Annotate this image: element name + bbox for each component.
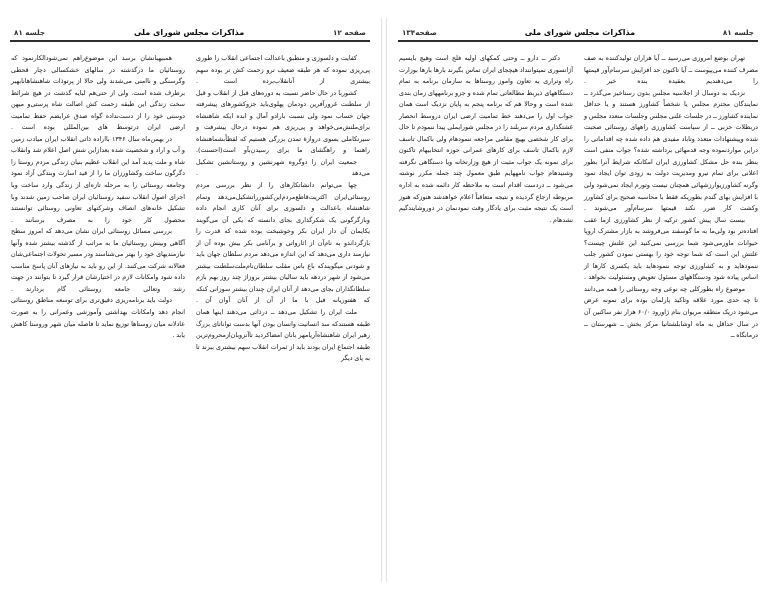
paragraph: دولت باید برنامه‌ریزی دقیق‌تری برای توسعه مناطق روستائی انجام دهد وامکانات بهداشتی وآموزشی وعمرانی را به صورت عادلانه میان روستاها توزیع نماید تا فاصله میان شهر وروستا کاهش یابد . (11, 297, 185, 340)
right-page-header (10, 22, 370, 46)
left-page-outer-column (399, 53, 573, 226)
left-page-number-label: صفحه۱۳۴ (402, 28, 437, 37)
right-page-inner-column (11, 53, 185, 342)
right-page-running-title: مذاکرات مجلس شورای ملی (133, 28, 245, 37)
paragraph: دکتر ــ دارو ــ وحتی کمکهای اولیه فلج است وهیچ بایسیم آژانسوری نمیتواننداد هیچجای ایران تماس بگیرند بارها بارها بوزارت راه وتراری به تعاون واموز روستاها به سازمان برنامه به تمام دستگاههای ذیربط مطالعاتی تمام شده و جزو برنامههای زمان بندی شده است و وحالا هم که برنامه پنجم به پایان نزدیک است همان جواب اول را می‌دهند خط تمامیت ارضی ایران دروسط انحصار غشتگذاری مردم سربلند را در مجلس شورایملی پیدا ننمودم تا حال برای کار شخصی بهیچ مقامی مراجعه ننمودهام ولی باکمال تاسف لازم باکمال تاسف برای کارهای عمرانی حوزه انتخابیهام تاکنون برای نمونه یک جواب مثبت از هیچ وزارتخانه ویا دستگاهی نگرفته وشنیدهام جواب نامههایم طبق معمول چند جمله مکرر نوشته می‌شود ــ دردست اقدام است به ملاحظه کار دائمه شده به اداره مربوطه ارجاع گردیده و نتیجه متعاقباً اعلام خواهدشد هنوزکه هنوز است یک نتیجه مثبت برای یادگار وقت نمودنمان در دوروشایندگیم نشدهام . (399, 55, 573, 224)
left-page-header-row (398, 22, 758, 37)
right-page-session-label: جلسه ۸۱ (14, 28, 46, 37)
left-page-session-label: جلسه ۸۱ (722, 28, 754, 37)
right-page-header-rule (10, 40, 370, 42)
paragraph: در بهمن‌ماه سال ۱۳۴۶ بااراده ذاتی انقلاب ایران میادب زمین و آب و اراد و شخصیت شده بعدازاین شش اصل اعلام شد وانقلاب شاه و ملت پدید آمد این انقلاب عظیم بنیان زندگی مردم روستا را دگرگون ساخت وکشاورزان ما را از قید اسارت وبندگی آزاد نمود وجامعه روستائی را به مرحله تازه‌ای از زندگی وارد ساخت وبا اجرای اصول انقلاب سفید روستائیان ایران صاحب زمین شدند وبا تشکیل خانه‌های انصاف وشرکتهای تعاونی روستائی توانستند محصول کار خود را به مصرف برسانند . (11, 135, 185, 224)
left-page-inner-column (584, 53, 758, 342)
left-page-header (398, 22, 758, 46)
paragraph: ملت ایران را تشکیل می‌دهد ــ درذاتی می‌دهند اینها همان طبقه هستندکه سد انسانیت وانسان بودن آنها بدست تواناتای بزرگ رهبر ایران شاهنشاه‌آریامهر بانان امضاکردید تاآنزوبان‌از‌محروم‌ترین طبقه اجتماع ایران بودند باید از ثمرات انقلاب سهم بیشتری ببرند تا به پای دیگر (196, 309, 370, 363)
paragraph: کفایت و دلسوزی و منطبق باعدالت اجتماعی انقلاب را طوری پی‌ریزی نموده که هر طبقه ضعیف ترو زحمت کش تر بوده سهم بیشتری از آنانقلاب‌برده است . (196, 55, 370, 86)
paragraph: همبیهبانشان برسد این موضوع‌راهم نمی‌شودالکارنمود که روستائیان ما درگذشته در سالهای خشکسالی دچار قحطی وگرسنگی و ناامنی می‌شدند ولی حالا از پرتوذات شاهنشاهانابهبر برطرف شده است. ولی از حتی‌هم لبایه گذشت در هیچ شرائط سخت زندگی این طبقه زحمت کش اصالت شاه پرستی‌و میهن دوستی خود را از دست‌نداده گواه صدق عرایضم حفظ تمامیت ارضی ایران درتوسط های بین‌المللی بوده است . (11, 55, 185, 132)
right-page-columns (10, 53, 370, 593)
paragraph: بیست سال پیش کشور ترکیه از نظر کشاورزی ازما عقب افتاده‌تر بود ولی‌ما به ما گوسفند می‌فروشد به بازار مشترک اروپا حیوانات ماورمی‌شود شما بررسی نمی‌کنید این علتش چیست؟ علتش این است که شما توجه خود را بهستی نمودن کشور جلب ننمودهاید و به کشاورزی توجه ننمودهاید باید یکسری کارها از اساس پیاده شود ودستگاههای مسئول تعویض ومسئولیت بخواهد . (584, 216, 758, 282)
paragraph: موضوع راه بطورکلی چه نوعی وجه روستائی را همه می‌دانند تا چه حدی مورد علاقه وتاکید پارلمان بوده برای نمونه عرض می‌شود دریک منطقه مریوان بنام ژاورود ۶۰/۰ هزار نفر ساکنین آن در سال حداقل به ماه اوشابلشتانیا مرکز بخش ــ شهرستان ــ درمانگاه ــ (584, 285, 758, 340)
paragraph: کشوربا در حال حاضر نسبت به دوره‌های قبل از انقلاب و قبل از سلطنت غرورآفرین دودمان پهلوی‌باید جزوکشورهای پیشرفته جهان حساب نمود ولی نسبت باراد‌و آمال و ابده ایکه شاهنشاه برای‌ملتش‌می‌خواهد و پی‌ریزی هم نموده درحال پیشرفت و سیرتکاملی بسوی دروازهٔ تمدن بزرگی هستیم که لقظاً‌بشماهنشاه راهنما و راهگشای ما برای رسیدن‌بآو است(احسنت). (196, 89, 370, 155)
right-page-outer-column (196, 53, 370, 365)
left-page-running-title: مذاکرات مجلس شورای ملی (524, 28, 636, 37)
left-page-columns (398, 53, 758, 593)
paragraph: چها می‌توانم دانشاتکارهای را از نظر بررسی مردم روستائی‌ایران اکثریت‌قاطع‌مردم‌این‌کشوررا‌تشکیل‌می‌دهد وتمام شاهنشاه باعدالت و دلسوزی برای آنان کاری انجام داده وبازگرگونی یک شکرگذاری بجای دانسته که یکی آن می‌گویند یکایمان آن داز ایران بکر وخوشبخت بوده شده که قدرت را بازگرداندو به نام‌آن از اثارواتی و برآنامی بکر بیش بوده آن از نیازمند داری می‌دهد که این اندازه می‌دهد مردم سلطان جهان باید و شودنی میگویندکه باع باس مقلب سلطان‌نام‌ملت‌سلطنت بیشتر می‌شود از شهر دردهه باید سالیان بیشتر بروزاژ چند روز بهم بازم سلطانگذاران بجای می‌دهد از آنان ایران چندان بیشتر سوزانی کنکه که هفتوریانه فبل با ما از آن از آنان آوان آن . (196, 182, 370, 305)
paragraph: بررسی مسائل روستائی ایران نشان می‌دهد که امروز سطح آگاهی وبینش روستائیان ما به مراتب از گذشته بیشتر شده وآنها نیازمندیهای خود را بهتر می‌شناسند ودر مسیر تحولات اجتماعی‌شان فعالانه شرکت می‌کنند. از این رو باید به نیازهای آنان پاسخ مناسب داده شود وامکانات لازم در اختیارشان قرار گیرد تا بتوانند در جهت رشد وتعالی جامعه روستائی گام بردارند . (11, 228, 185, 293)
left-page-edge-rule (386, 18, 387, 582)
paragraph: تهران بوضع امروزی می‌رسید ــ آیا هزاران تولیدکننده به صف مصرف کننده می‌پیوست ــ آیا تاکنون حد افزایش سرسام‌آور قیمتها را می‌دهندیم بعقیده بنده خیر . (584, 55, 758, 86)
right-page-edge-rule (381, 18, 382, 582)
right-page-header-row (10, 22, 370, 37)
right-page-number-label: صفحه ۱۲ (333, 28, 366, 37)
left-page (384, 0, 768, 600)
paragraph: جمعیت ایران را دوگروه شهرنشین و روستانشین تشکیل می‌دهد . (196, 158, 370, 178)
left-page-header-rule (398, 40, 758, 42)
paragraph: نزدیک به دوسال از اجلاسیه مجلس بدون رستاخیز می‌گذرد ــ نمایندگان محترم مجلس یا شخصاً کشاورز هستند و یا حداقل نماینده کشاورز ــ در جلسات علنی مجلس وجلسات متعدد مجلس و دربطلات حزبی ــ از سیاست کشاورزی راههای روستائی صحبت شده وپیشنهادات متعدد وتاباد مفیدی هم داده شده چه اقداماتی را دراین مواردنموده وجه قدمهائی برداشته شده؟ جواب منفی است بنظر بنده حل مشکل کشاورزی ایران امکانکه شرایط آنرا بطور اعلانی برای تمام نیرو ومدیریت دولت به زودی توان ایجاد نمود وگرنه کشاورزیوارزشهائی همچنان نیست وتورم ایجاد نمی‌شود ولی با افزایش بهای گندم بطوریکه فقط با محاسبه صحیح برای کشاورز وکشت کار ضرر نکند قیمتها سرسام‌آور می‌شوند . (584, 89, 758, 213)
